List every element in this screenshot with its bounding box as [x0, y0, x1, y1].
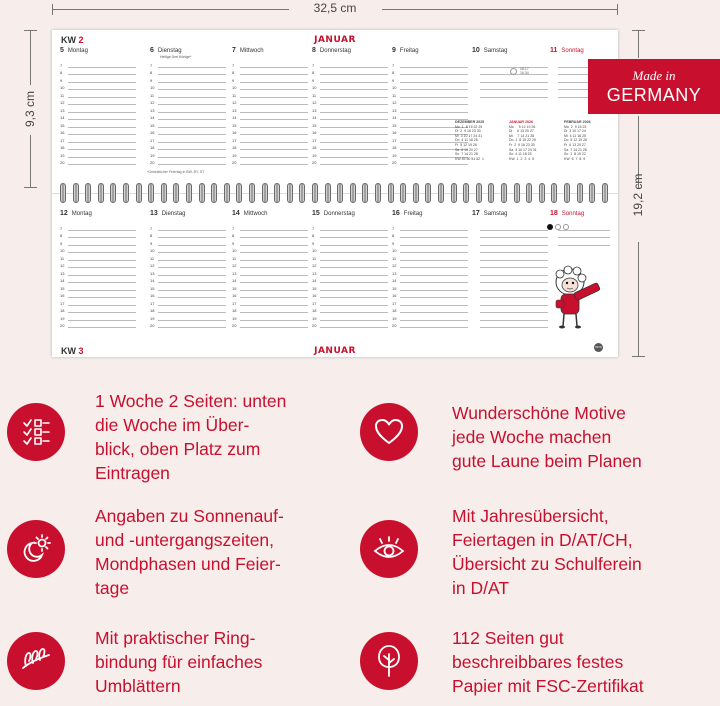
day-header: 6 Dienstag	[150, 47, 182, 54]
binding-ring	[224, 183, 230, 203]
hour-line[interactable]: 7	[392, 223, 468, 231]
hour-line[interactable]: 15	[150, 283, 226, 291]
hour-line[interactable]: 17	[232, 298, 308, 306]
hour-line[interactable]	[472, 90, 548, 98]
hour-line[interactable]: 18	[150, 143, 226, 151]
binding-ring	[98, 183, 104, 203]
day-column	[232, 210, 308, 328]
binding-ring	[148, 183, 154, 203]
hour-line[interactable]: 7	[60, 223, 136, 231]
hour-line[interactable]: 20	[312, 321, 388, 329]
hour-line[interactable]: 10	[232, 83, 308, 91]
binding-ring	[564, 183, 570, 203]
binding-ring	[362, 183, 368, 203]
mini-calendar: FEBRUAR 2026 Mo 2 9 16 23 Di 3 10 17 24 Mi 4 11 18 25 Do 5 12 19 26 Fr 6 13 20 27 Sa 7 14 21 28 So 1 8 15 22 KW 6 7 8 9	[564, 120, 591, 161]
hour-line[interactable]: 14	[150, 113, 226, 121]
hour-line[interactable]	[472, 231, 548, 239]
hour-line[interactable]: 14	[392, 276, 468, 284]
hour-line[interactable]: 20	[232, 158, 308, 166]
hour-line[interactable]: 11	[312, 253, 388, 261]
top-height-label: 9,3 cm	[23, 91, 37, 128]
badge-line1: Made in	[632, 68, 676, 83]
hour-line[interactable]: 15	[60, 120, 136, 128]
hour-line[interactable]: 16	[60, 128, 136, 136]
binding-ring	[551, 183, 557, 203]
hour-line[interactable]: 18	[150, 306, 226, 314]
feature-text: Angaben zu Sonnenauf- und -untergangszeiten, Mondphasen und Feier- tage	[95, 506, 284, 598]
hour-line[interactable]: 10	[392, 83, 468, 91]
binding-ring	[413, 183, 419, 203]
hour-line[interactable]: 8	[232, 231, 308, 239]
month-title: JANUAR	[314, 346, 356, 356]
hour-line[interactable]: 12	[312, 261, 388, 269]
binding-ring	[350, 183, 356, 203]
day-column	[392, 210, 468, 328]
hour-line[interactable]: 18	[312, 306, 388, 314]
hour-line[interactable]: 9	[60, 238, 136, 246]
day-column	[312, 210, 388, 328]
week-label: KW 2	[61, 35, 84, 45]
feature-layout	[7, 391, 287, 485]
top-height-dimension	[18, 30, 42, 188]
hour-line[interactable]: 12	[60, 261, 136, 269]
width-dimension	[52, 1, 618, 17]
day-header: 14 Mittwoch	[232, 210, 268, 217]
binding-ring	[400, 183, 406, 203]
day-header: 18 Sonntag	[550, 210, 585, 217]
day-header: 7 Mittwoch	[232, 47, 264, 54]
hour-line[interactable]: 10	[312, 246, 388, 254]
hour-line[interactable]: 17	[392, 135, 468, 143]
hour-line[interactable]: 7	[150, 60, 226, 68]
hour-line[interactable]	[472, 291, 548, 299]
binding-ring	[262, 183, 268, 203]
hour-line[interactable]: 19	[392, 313, 468, 321]
hour-line[interactable]: 8	[232, 68, 308, 76]
day-column	[472, 210, 548, 328]
feature-motifs	[360, 403, 642, 473]
checklist-icon	[7, 403, 65, 461]
hour-line[interactable]: 19	[392, 150, 468, 158]
sheep-illustration	[546, 260, 608, 335]
hour-line[interactable]: 10	[150, 83, 226, 91]
hour-line[interactable]: 19	[312, 150, 388, 158]
binding-ring	[388, 183, 394, 203]
hour-line[interactable]: 11	[232, 253, 308, 261]
tree-icon	[360, 632, 418, 690]
hour-line[interactable]: 20	[60, 158, 136, 166]
hour-line[interactable]: 14	[60, 113, 136, 121]
hour-line[interactable]: 9	[392, 75, 468, 83]
hour-line[interactable]: 10	[312, 83, 388, 91]
badge-line2: GERMANY	[606, 85, 702, 105]
binding-ring	[287, 183, 293, 203]
binding-ring	[488, 183, 494, 203]
hour-line[interactable]: 15	[392, 120, 468, 128]
hour-line[interactable]: 11	[150, 253, 226, 261]
hour-line[interactable]: 20	[232, 321, 308, 329]
day-header: 13 Dienstag	[150, 210, 186, 217]
binding-ring	[173, 183, 179, 203]
hour-line[interactable]: 11	[392, 253, 468, 261]
binding-ring	[375, 183, 381, 203]
hour-line[interactable]: 17	[312, 135, 388, 143]
sun-icon	[555, 224, 561, 230]
hour-line[interactable]: 11	[60, 253, 136, 261]
hour-line[interactable]	[472, 268, 548, 276]
mini-calendar: JANUAR 2026 Mo 5 12 19 26 Di 6 13 20 27 Mi 7 14 21 28 Do 1 8 15 22 29 Fr 2 9 16 23 30 Sa 3 10 17 24 31 So 4 11 18 25 KW 1 2 3 4 5	[509, 120, 537, 161]
hour-line[interactable]	[472, 246, 548, 254]
hour-line[interactable]: 15	[312, 283, 388, 291]
binding-ring	[236, 183, 242, 203]
binding-ring	[602, 183, 608, 203]
hour-line[interactable]: 9	[312, 75, 388, 83]
hour-line[interactable]: 8	[392, 231, 468, 239]
hour-line[interactable]	[472, 75, 548, 83]
day-header: 10 Samstag	[472, 47, 508, 54]
hour-line[interactable]: 10	[60, 83, 136, 91]
hour-line[interactable]: 19	[150, 150, 226, 158]
hour-line[interactable]: 7	[312, 60, 388, 68]
binding-ring	[476, 183, 482, 203]
binding-ring	[199, 183, 205, 203]
hour-line[interactable]: 13	[312, 268, 388, 276]
hour-line[interactable]: 8	[60, 231, 136, 239]
day-column	[150, 210, 226, 328]
hour-line[interactable]: 8	[312, 231, 388, 239]
hour-line[interactable]: 16	[232, 291, 308, 299]
spiral-binding	[52, 182, 618, 205]
hour-line[interactable]: 15	[232, 283, 308, 291]
feature-text: Wunderschöne Motive jede Woche machen gute Laune beim Planen	[452, 403, 642, 471]
binding-ring	[136, 183, 142, 203]
hour-line[interactable]: 7	[60, 60, 136, 68]
hour-line[interactable]: 9	[60, 75, 136, 83]
binding-ring	[161, 183, 167, 203]
day-header: 11 Sonntag	[550, 47, 584, 54]
binding-ring	[463, 183, 469, 203]
hour-line[interactable]	[472, 321, 548, 329]
hour-line[interactable]: 16	[392, 291, 468, 299]
hour-line[interactable]: 13	[60, 105, 136, 113]
sunrise-sunset: 08:17 16:34	[510, 67, 529, 75]
hour-line[interactable]: 8	[60, 68, 136, 76]
binding-ring	[325, 183, 331, 203]
heart-icon	[360, 403, 418, 461]
hour-line[interactable]: 7	[150, 223, 226, 231]
hour-line[interactable]: 15	[60, 283, 136, 291]
hour-line[interactable]: 17	[150, 135, 226, 143]
hour-line[interactable]: 14	[312, 276, 388, 284]
moon-phase	[547, 224, 569, 230]
binding-ring	[526, 183, 532, 203]
hour-line[interactable]: 18	[312, 143, 388, 151]
hour-line[interactable]: 12	[312, 98, 388, 106]
binding-ring	[123, 183, 129, 203]
hour-line[interactable]: 16	[232, 128, 308, 136]
feature-overview	[360, 506, 642, 600]
day-column	[232, 47, 308, 165]
hour-line[interactable]: 12	[150, 261, 226, 269]
hour-line[interactable]: 9	[232, 238, 308, 246]
hour-line[interactable]: 7	[392, 60, 468, 68]
hour-line[interactable]: 19	[60, 313, 136, 321]
sunset-icon	[563, 224, 569, 230]
hour-line[interactable]: 15	[312, 120, 388, 128]
hour-line[interactable]: 7	[312, 223, 388, 231]
binding-ring	[186, 183, 192, 203]
eye-icon	[360, 520, 418, 578]
month-title: JANUAR	[314, 35, 356, 45]
hour-line[interactable]: 17	[60, 135, 136, 143]
hour-line[interactable]: 18	[60, 143, 136, 151]
hour-line[interactable]: 15	[150, 120, 226, 128]
holiday-label: Heilige Drei Könige*	[160, 55, 192, 59]
hour-line[interactable]: 13	[232, 105, 308, 113]
hour-line[interactable]: 10	[150, 246, 226, 254]
day-header: 9 Freitag	[392, 47, 419, 54]
hour-line[interactable]	[472, 283, 548, 291]
hour-line[interactable]: 9	[150, 238, 226, 246]
hour-line[interactable]: 18	[392, 143, 468, 151]
hour-line[interactable]: 12	[232, 98, 308, 106]
feature-text: 1 Woche 2 Seiten: unten die Woche im Über- blick, oben Platz zum Eintragen	[95, 391, 287, 483]
hour-line[interactable]: 9	[392, 238, 468, 246]
hour-line[interactable]: 10	[392, 246, 468, 254]
hour-line[interactable]: 20	[150, 158, 226, 166]
width-label: 32,5 cm	[313, 1, 357, 15]
desk-calendar	[52, 30, 618, 357]
hour-line[interactable]: 8	[392, 68, 468, 76]
binding-ring	[577, 183, 583, 203]
hour-line[interactable]: 16	[392, 128, 468, 136]
hour-line[interactable]: 14	[150, 276, 226, 284]
hour-line[interactable]	[472, 276, 548, 284]
hour-line[interactable]: 9	[232, 75, 308, 83]
binding-ring	[85, 183, 91, 203]
hour-line[interactable]: 18	[232, 306, 308, 314]
hour-line[interactable]: 9	[150, 75, 226, 83]
binding-ring	[451, 183, 457, 203]
hour-line[interactable]: 11	[60, 90, 136, 98]
week-label: KW 3	[61, 346, 84, 356]
hour-line[interactable]: 14	[312, 113, 388, 121]
hour-line[interactable]: 19	[232, 313, 308, 321]
hour-line[interactable]: 14	[392, 113, 468, 121]
day-column	[60, 210, 136, 328]
calendar-bottom-page	[52, 205, 618, 357]
binding-ring	[60, 183, 66, 203]
hour-line[interactable]	[472, 223, 548, 231]
hour-line[interactable]: 20	[312, 158, 388, 166]
day-header: 12 Montag	[60, 210, 92, 217]
hour-line[interactable]: 13	[312, 105, 388, 113]
hour-line[interactable]: 12	[392, 261, 468, 269]
hour-line[interactable]: 14	[232, 276, 308, 284]
day-column	[150, 47, 226, 165]
hour-line[interactable]: 11	[312, 90, 388, 98]
hour-line[interactable]: 17	[60, 298, 136, 306]
mini-calendar: DEZEMBER 2025 Mo 1 8 15 22 29 Di 2 9 16 23 30 Mi 3 10 17 24 31 Do 4 11 18 25 Fr 5 12 19 26 Sa 6 13 20 27 So 7 14 21 28 KW 49 50 51 52 1	[455, 120, 485, 161]
binding-ring	[299, 183, 305, 203]
hour-line[interactable]: 19	[312, 313, 388, 321]
hour-line[interactable]: 17	[232, 135, 308, 143]
hour-line[interactable]: 19	[232, 150, 308, 158]
hour-line[interactable]: 16	[312, 128, 388, 136]
hour-line[interactable]: 13	[392, 105, 468, 113]
hour-line[interactable]	[472, 83, 548, 91]
binding-ring	[514, 183, 520, 203]
hour-line[interactable]: 8	[150, 231, 226, 239]
hour-line[interactable]: 13	[392, 268, 468, 276]
hour-line[interactable]: 16	[150, 291, 226, 299]
hour-line[interactable]: 16	[60, 291, 136, 299]
brand-logo: HEYE	[594, 343, 603, 352]
hour-line[interactable]: 13	[150, 105, 226, 113]
hour-line[interactable]	[472, 306, 548, 314]
spiral-binding-icon	[7, 632, 65, 690]
hour-line[interactable]: 10	[232, 246, 308, 254]
binding-ring	[211, 183, 217, 203]
hour-line[interactable]: 13	[232, 268, 308, 276]
binding-ring	[438, 183, 444, 203]
hour-line[interactable]: 15	[392, 283, 468, 291]
hour-line[interactable]: 17	[392, 298, 468, 306]
holiday-footnote: *Gesetzlicher Feiertag in BW, BY, ST	[147, 170, 205, 174]
sun-icon	[510, 68, 517, 75]
hour-line[interactable]: 9	[312, 238, 388, 246]
day-header: 8 Donnerstag	[312, 47, 351, 54]
hour-line[interactable]: 20	[392, 321, 468, 329]
hour-line[interactable]: 11	[150, 90, 226, 98]
binding-ring	[110, 183, 116, 203]
hour-line[interactable]: 12	[60, 98, 136, 106]
hour-line[interactable]	[472, 253, 548, 261]
hour-line[interactable]: 13	[60, 268, 136, 276]
binding-ring	[539, 183, 545, 203]
hour-line[interactable]	[472, 261, 548, 269]
hour-line[interactable]: 16	[312, 291, 388, 299]
feature-binding	[7, 628, 263, 698]
full-height-label: 19,2 cm	[631, 173, 645, 217]
day-column	[60, 47, 136, 165]
hour-line[interactable]: 20	[392, 158, 468, 166]
hour-line[interactable]: 11	[232, 90, 308, 98]
hour-line[interactable]: 14	[60, 276, 136, 284]
binding-ring	[337, 183, 343, 203]
feature-sun-moon	[7, 506, 284, 600]
hour-line[interactable]: 12	[150, 98, 226, 106]
hour-line[interactable]	[472, 313, 548, 321]
moon-sun-icon	[7, 520, 65, 578]
hour-line[interactable]: 20	[60, 321, 136, 329]
hour-line[interactable]: 15	[232, 120, 308, 128]
day-header: 15 Donnerstag	[312, 210, 355, 217]
hour-line[interactable]: 18	[392, 306, 468, 314]
hour-line[interactable]: 11	[392, 90, 468, 98]
hour-line[interactable]: 17	[312, 298, 388, 306]
hour-line[interactable]	[550, 238, 610, 246]
hour-line[interactable]: 7	[232, 223, 308, 231]
hour-line[interactable]: 18	[232, 143, 308, 151]
hour-line[interactable]: 8	[312, 68, 388, 76]
hour-line[interactable]: 17	[150, 298, 226, 306]
hour-line[interactable]: 13	[150, 268, 226, 276]
feature-paper	[360, 628, 644, 698]
hour-line[interactable]: 7	[232, 60, 308, 68]
day-header: 17 Samstag	[472, 210, 508, 217]
hour-line[interactable]	[472, 238, 548, 246]
hour-line[interactable]: 8	[150, 68, 226, 76]
hour-line[interactable]	[550, 231, 610, 239]
binding-ring	[589, 183, 595, 203]
hour-line[interactable]: 16	[150, 128, 226, 136]
made-in-germany-badge	[588, 59, 720, 114]
feature-text: Mit Jahresübersicht, Feiertagen in D/AT/CH, Übersicht zu Schulferein in D/AT	[452, 506, 642, 598]
day-header: 5 Montag	[60, 47, 88, 54]
hour-line[interactable]: 20	[150, 321, 226, 329]
binding-ring	[425, 183, 431, 203]
hour-line[interactable]: 19	[150, 313, 226, 321]
hour-line[interactable]: 12	[232, 261, 308, 269]
binding-ring	[73, 183, 79, 203]
binding-ring	[274, 183, 280, 203]
moon-icon	[547, 224, 553, 230]
feature-text: Mit praktischer Ring- bindung für einfaches Umblättern	[95, 628, 263, 696]
hour-line[interactable]: 10	[60, 246, 136, 254]
hour-line[interactable]: 12	[392, 98, 468, 106]
binding-ring	[312, 183, 318, 203]
hour-line[interactable]: 19	[60, 150, 136, 158]
hour-line[interactable]	[472, 298, 548, 306]
binding-ring	[249, 183, 255, 203]
hour-line[interactable]: 18	[60, 306, 136, 314]
binding-ring	[501, 183, 507, 203]
hour-line[interactable]: 14	[232, 113, 308, 121]
calendar-top-page	[52, 30, 618, 182]
day-header: 16 Freitag	[392, 210, 423, 217]
feature-text: 112 Seiten gut beschreibbares festes Papier mit FSC-Zertifikat	[452, 628, 644, 696]
day-column	[312, 47, 388, 165]
